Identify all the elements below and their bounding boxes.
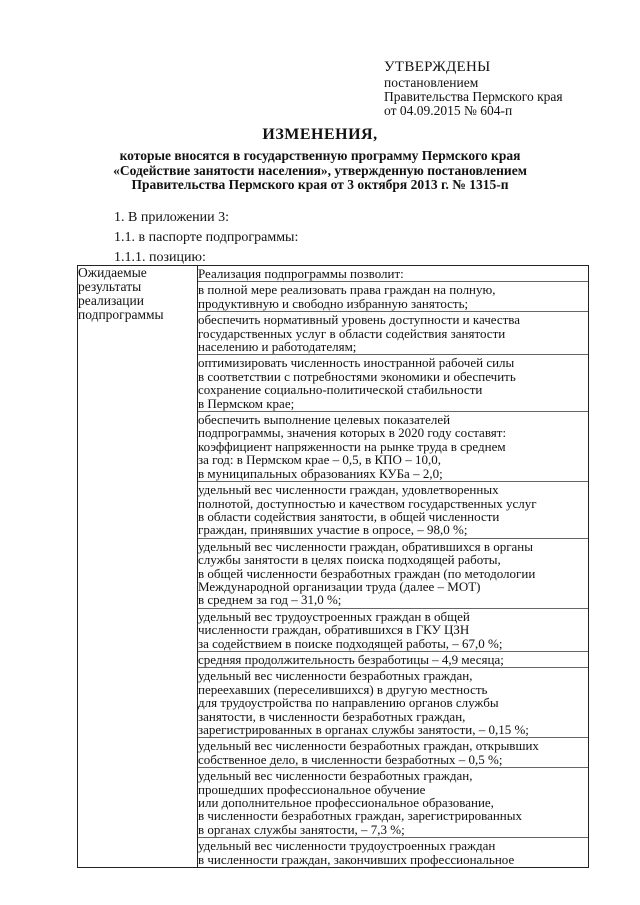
result-item-line: удельный вес численности безработных граждан,	[198, 668, 473, 684]
subtitle-line: «Содействие занятости населения», утвержденную постановлением	[113, 162, 527, 178]
result-item	[198, 312, 588, 355]
results-label-cell	[78, 266, 198, 868]
result-item	[198, 539, 588, 609]
result-item-line: численности граждан, обратившихся в ГКУ ЦЗН	[198, 622, 470, 638]
result-item-line: в муниципальных образованиях КУБа – 2,0;	[198, 465, 443, 481]
result-item-line: в численности граждан, закончивших профессиональное	[198, 851, 515, 867]
result-item-line: сохранение социально-политической стабильности	[198, 382, 483, 398]
result-item-line: удельный вес трудоустроенных граждан в общей	[198, 608, 470, 624]
result-item-line: полнотой, доступностью и качеством государственных услуг	[198, 495, 537, 511]
result-item-line: средняя продолжительность безработицы – 4,9 месяца;	[198, 651, 504, 667]
program-table	[77, 265, 589, 868]
label-line: Ожидаемые	[78, 265, 147, 280]
result-item-line: прошедших профессиональное обучение	[198, 781, 426, 797]
result-item-line: зарегистрированных в органах службы занятости, – 0,15 %;	[198, 722, 529, 737]
result-item-line: переехавших (переселившихся) в другую местность	[198, 681, 488, 697]
approval-line: постановлением	[384, 75, 479, 90]
result-item-line: обеспечить выполнение целевых показателей	[198, 412, 451, 428]
result-item-line: Международной организации труда (далее – МОТ)	[198, 578, 481, 594]
result-item	[198, 355, 588, 412]
subtitle-line: которые вносятся в государственную программу Пермского края	[119, 148, 521, 163]
result-item-line: в органах службы занятости, – 7,3 %;	[198, 821, 405, 837]
subtitle-line: Правительства Пермского края от 3 октября 2013 г. № 1315-п	[131, 177, 509, 192]
result-item	[198, 652, 588, 668]
result-item-line: занятости, в численности безработных граждан,	[198, 708, 466, 724]
result-item	[198, 668, 588, 738]
result-item-line: населению и работодателям;	[198, 339, 357, 355]
label-line: реализации	[78, 293, 144, 308]
result-item-line: продуктивную и свободно избранную занятость;	[198, 295, 469, 311]
result-item-line: удельный вес численности безработных граждан, открывших	[198, 738, 539, 754]
result-item-line: в соответствии с потребностями экономики и обеспечить	[198, 368, 516, 384]
result-item-line: подпрограммы, значения которых в 2020 году составят:	[198, 425, 507, 441]
result-item-line: обеспечить нормативный уровень доступности и качества	[198, 312, 521, 328]
result-item-line: удельный вес численности граждан, обратившихся в органы	[198, 538, 533, 554]
result-item-line: Реализация подпрограммы позволит:	[198, 266, 404, 281]
table-row	[78, 266, 589, 868]
result-item-line: в полной мере реализовать права граждан на полную,	[198, 282, 496, 298]
result-item-line: удельный вес численности граждан, удовлетворенных	[198, 482, 499, 498]
result-item	[198, 838, 588, 867]
paragraph-1-1-1: 1.1.1. позицию:	[114, 250, 206, 265]
label-line: результаты	[78, 279, 142, 294]
result-item-line: или дополнительное профессиональное образование,	[198, 795, 494, 811]
result-item	[198, 266, 588, 282]
result-item-line: оптимизировать численность иностранной рабочей силы	[198, 355, 515, 371]
result-item-line: в среднем за год – 31,0 %;	[198, 592, 342, 608]
result-item	[198, 738, 588, 768]
result-item-line: собственное дело, в численности безработных – 0,5 %;	[198, 751, 503, 767]
paragraph-1-1: 1.1. в паспорте подпрограммы:	[114, 230, 299, 245]
approval-block	[384, 60, 624, 118]
document-title: ИЗМЕНЕНИЯ,	[262, 126, 378, 143]
result-item-line: для трудоустройства по направлению органов службы	[198, 695, 499, 711]
approval-heading: УТВЕРЖДЕНЫ	[384, 59, 491, 75]
document-subtitle	[60, 149, 580, 193]
result-item-line: за содействием в поиске подходящей работы, – 67,0 %;	[198, 635, 503, 651]
result-item-line: в общей численности безработных граждан (по методологии	[198, 565, 536, 581]
result-item	[198, 482, 588, 539]
result-item-line: за год: в Пермском крае – 0,5, в КПО – 10,0,	[198, 452, 441, 468]
results-content-cell	[198, 266, 589, 868]
result-item	[198, 609, 588, 652]
approval-line: Правительства Пермского края	[384, 89, 563, 104]
approval-line: от 04.09.2015 № 604-п	[384, 103, 513, 118]
result-item-line: коэффициент напряженности на рынке труда в среднем	[198, 438, 506, 454]
result-item-line: граждан, принявших участие в опросе, – 98,0 %;	[198, 522, 468, 538]
label-line: подпрограммы	[78, 307, 164, 322]
result-item-line: государственных услуг в области содействия занятости	[198, 325, 506, 341]
result-item	[198, 768, 588, 838]
result-item-line: в области содействия занятости, в общей численности	[198, 508, 500, 524]
result-item-line: в численности безработных граждан, зарегистрированных	[198, 808, 522, 824]
result-item-line: удельный вес численности трудоустроенных граждан	[198, 838, 496, 854]
result-item-line: в Пермском крае;	[198, 395, 295, 411]
paragraph-1: 1. В приложении 3:	[114, 210, 230, 225]
result-item-line: удельный вес численности безработных граждан,	[198, 768, 473, 784]
result-item-line: службы занятости в целях поиска подходящей работы,	[198, 552, 501, 568]
result-item	[198, 282, 588, 312]
result-item	[198, 412, 588, 482]
